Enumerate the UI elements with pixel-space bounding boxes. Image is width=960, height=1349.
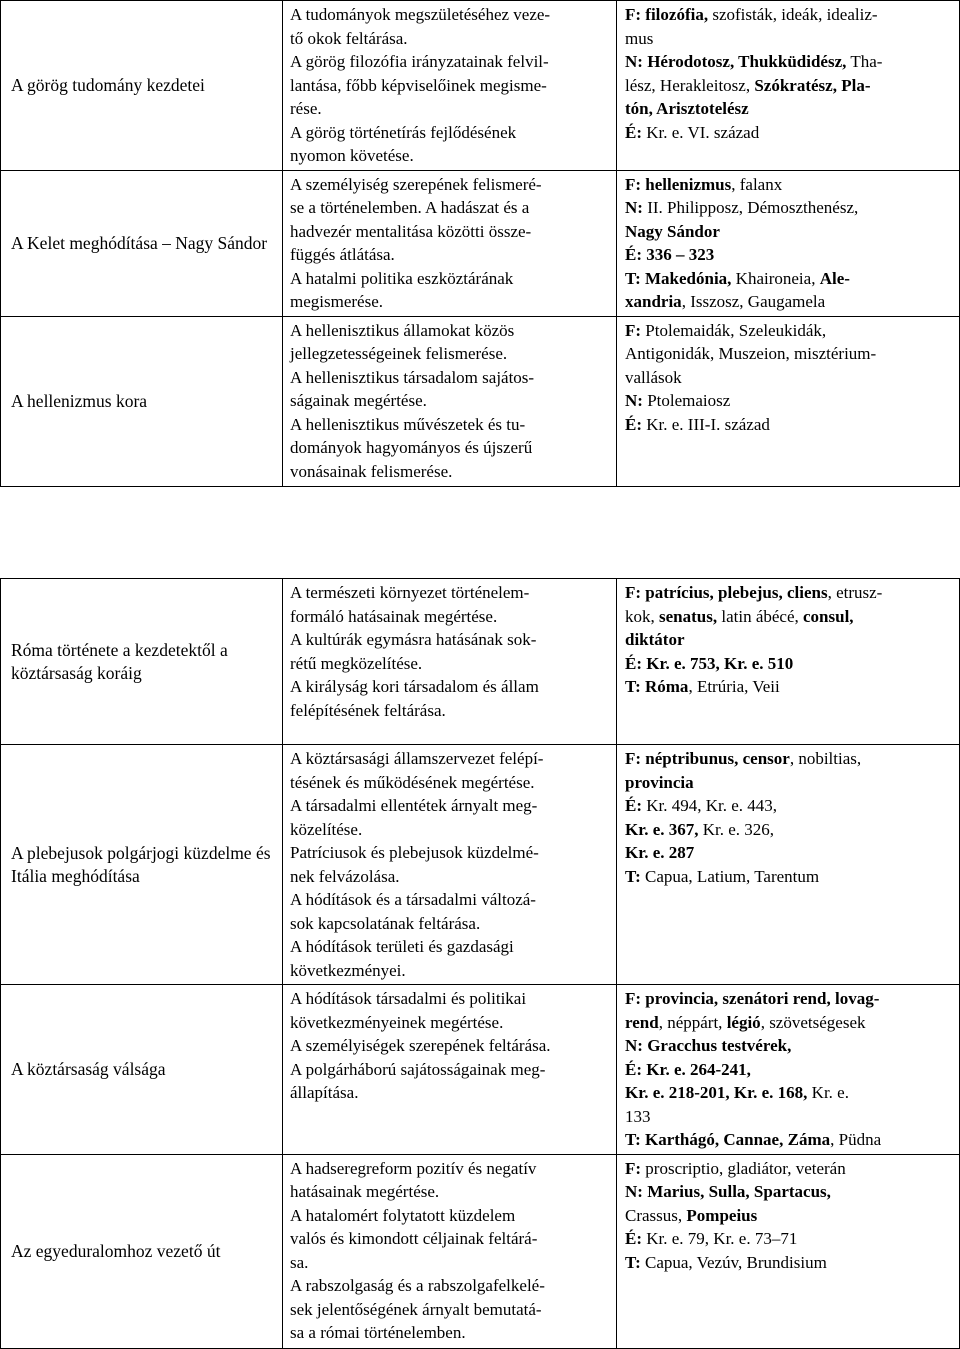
goal-line: dományok hagyományos és újszerű [290,438,533,457]
concept-term: É: [625,796,642,815]
goals-cell [283,1154,617,1348]
goals-text [290,1157,606,1345]
goal-line: felépítésének feltárása. [290,700,446,720]
concept-line [625,865,955,889]
topic-label: Az egyeduralomhoz vezető út [11,1240,221,1261]
concept-term: T: [625,1252,641,1272]
concept-term: T: [625,866,641,886]
table-row [1,579,960,745]
concept-text: mus [625,28,654,48]
concepts-text [625,3,955,144]
concept-line [625,581,955,605]
concept-term: É: 336 – 323 [625,245,715,264]
topic-label: A Kelet meghódítása – Nagy Sándor [11,232,268,253]
goal-line: következményei. [290,960,406,980]
concept-text: latin ábécé, [717,606,804,626]
goal-line: sok kapcsolatának feltárása. [290,913,481,933]
goal-line: A hódítások társadalmi és politikai [290,989,527,1008]
goal-line: Patríciusok és plebejusok küzdelmé- [290,843,539,862]
concept-text: , néppárt, [658,1012,727,1032]
topic-cell [1,985,283,1155]
concept-line [625,747,955,771]
goal-line: A hatalmi politika eszköztárának [290,268,514,288]
goal-line: tésének és működésének megértése. [290,772,535,792]
concept-term: N: Hérodotosz, Thukküdidész, [625,52,847,71]
concept-term: N: [625,198,643,217]
concept-text: Kr. e. [807,1083,849,1102]
table-row [1,170,960,316]
concepts-text [625,747,955,888]
concept-text: Capua, Latium, Tarentum [640,866,820,886]
goal-line: A kultúrák egymásra hatásának sok- [290,630,537,649]
concept-text: Kr. e. 79, Kr. e. 73–71 [642,1229,798,1248]
concept-text: , Püdna [830,1130,882,1149]
goal-line: közelítése. [290,819,363,839]
goals-text [290,987,606,1105]
concept-text: kok, [625,606,659,626]
concept-line [625,771,955,795]
goal-line: tő okok feltárása. [290,28,408,48]
concept-line [625,1011,955,1035]
topic-cell [1,1154,283,1348]
goal-line: ságainak megértése. [290,391,427,410]
concept-term: É: Kr. e. 753, Kr. e. 510 [625,653,794,673]
concept-text: Crassus, [625,1205,687,1225]
goal-line: sek jelentőségének árnyalt bemutatá- [290,1299,542,1319]
goal-line: A polgárháború sajátosságainak meg- [290,1059,546,1079]
concepts-text [625,1157,955,1275]
goal-line: rétű megközelítése. [290,653,423,673]
goal-line: A hódítások és a társadalmi változá- [290,890,536,909]
concept-text: II. Philipposz, Démoszthenész, [642,198,859,217]
concept-term: rend [625,1012,659,1032]
concept-term: tón, Arisztotelész [625,99,749,118]
concept-text: 133 [625,1106,651,1126]
concepts-cell [617,316,960,486]
concept-term: Pompeius [686,1205,758,1225]
concept-term: Kr. e. 287 [625,843,695,862]
concept-line [625,652,955,676]
concept-term: É: [625,122,642,142]
concepts-cell [617,745,960,985]
concept-text: proscriptio, gladiátor, veterán [641,1158,846,1178]
concept-text: lész, Herakleitosz, [625,75,755,95]
concept-term: T: Makedónia, [625,268,732,288]
table-row [1,1,960,171]
goals-text [290,319,606,484]
concept-text: Kr. e. VI. század [642,122,760,142]
table-row [1,1154,960,1348]
concept-text: Ptolemaidák, Szeleukidák, [641,320,827,340]
goal-line: se a történelemben. A hadászat és a [290,198,530,217]
concept-term: diktátor [625,630,685,649]
concept-line [625,366,955,390]
concept-term: É: [625,414,642,434]
goal-line: hatásainak megértése. [290,1182,440,1201]
concept-text: , falanx [731,174,783,194]
concept-text: , nobiltias, [789,749,862,768]
concept-text: Capua, Vezúv, Brundisium [640,1252,827,1272]
concept-text: , Etrúria, Veii [688,677,780,696]
goal-line: A hellenisztikus államokat közös [290,320,515,340]
concept-term: F: hellenizmus [625,174,732,194]
concept-term: xandria [625,292,682,311]
concept-line [625,27,955,51]
goals-text [290,3,606,168]
concept-line [625,1157,955,1181]
concept-line [625,1105,955,1129]
curriculum-table-greek [0,0,960,487]
concept-line [625,841,955,865]
concept-line [625,1128,955,1152]
goal-line: A személyiség szerepének felismeré- [290,174,542,194]
table-row [1,316,960,486]
concept-term: N: Gracchus testvérek, [625,1036,792,1055]
concepts-cell [617,579,960,745]
goal-line: A természeti környezet történelem- [290,583,530,602]
goal-line: megismerése. [290,292,383,311]
goal-line: vonásainak felismerése. [290,461,453,481]
concept-text: szofisták, ideák, idealiz- [708,5,878,24]
goals-cell [283,1,617,171]
goal-line: A hellenisztikus társadalom sajátos- [290,367,535,387]
goals-text [290,173,606,314]
concept-term: F: filozófia, [625,5,709,24]
goal-line: lantása, főbb képviselőinek megisme- [290,75,547,95]
concepts-cell [617,985,960,1155]
concepts-text [625,987,955,1152]
concept-line [625,50,955,74]
concept-line [625,413,955,437]
concept-line [625,220,955,244]
concept-line [625,389,955,413]
concept-term: F: néptribunus, censor [625,749,790,768]
concept-term: légió [726,1012,761,1032]
concept-term: É: Kr. e. 264-241, [625,1059,751,1079]
goal-line: A görög filozófia irányzatainak felvil- [290,52,549,71]
concept-line [625,342,955,366]
topic-label: A plebejusok polgárjogi küzdelme és Itália meghódítása [11,842,271,886]
concept-term: Nagy Sándor [625,221,720,241]
topic-label: A görög tudomány kezdetei [11,74,205,95]
goal-line: következményeinek megértése. [290,1012,504,1032]
concept-text: Tha- [846,52,883,71]
concept-term: N: [625,391,643,410]
goals-cell [283,316,617,486]
goal-line: állapítása. [290,1083,359,1102]
concept-line [625,987,955,1011]
goals-text [290,747,606,982]
goal-line: nek felvázolása. [290,866,400,886]
goals-cell [283,579,617,745]
topic-cell [1,1,283,171]
topic-label: A köztársaság válsága [11,1058,166,1079]
goal-line: függés átlátása. [290,245,395,264]
concept-text: vallások [625,367,682,387]
table-row [1,745,960,985]
concept-line [625,794,955,818]
concepts-text [625,581,955,699]
topic-cell [1,316,283,486]
concept-line [625,1034,955,1058]
concept-text: , Isszosz, Gaugamela [681,292,826,311]
concept-text: Ptolemaiosz [642,391,731,410]
goals-text [290,581,606,722]
concept-term: F: [625,320,642,340]
concept-term: T: Karthágó, Cannae, Záma [625,1130,831,1149]
goal-line: A királyság kori társadalom és állam [290,677,539,696]
concept-text: Khaironeia, [731,268,820,288]
goal-line: jellegzetességeinek felismerése. [290,344,508,363]
concepts-text [625,319,955,437]
concept-term: Kr. e. 218-201, Kr. e. 168, [625,1083,808,1102]
goal-line: A hódítások területi és gazdasági [290,937,514,956]
concept-line [625,173,955,197]
goal-line: nyomon követése. [290,146,414,165]
goals-cell [283,170,617,316]
concept-term: N: Marius, Sulla, Spartacus, [625,1182,831,1201]
concept-term: Szókratész, Pla- [754,75,871,95]
goals-cell [283,745,617,985]
concept-line [625,97,955,121]
concept-line [625,1180,955,1204]
concept-term: T: Róma [625,677,689,696]
goal-line: A hatalomért folytatott küzdelem [290,1205,516,1225]
concept-term: F: provincia, szenátori rend, lovag- [625,989,880,1008]
concept-line [625,818,955,842]
concept-text: , szövetségesek [760,1012,866,1032]
goal-line: sa. [290,1252,309,1272]
concept-line [625,1227,955,1251]
concept-term: Ale- [819,268,850,288]
concept-term: consul, [803,606,854,626]
concepts-cell [617,1154,960,1348]
concept-line [625,675,955,699]
concept-term: provincia [625,772,694,792]
concept-line [625,3,955,27]
concept-line [625,290,955,314]
concept-line [625,74,955,98]
concept-term: F: patrícius, plebejus, cliens [625,583,828,602]
goal-line: A személyiségek szerepének feltárása. [290,1036,551,1055]
topic-cell [1,579,283,745]
goal-line: A görög történetírás fejlődésének [290,122,517,142]
concept-line [625,628,955,652]
concept-term: É: [625,1229,642,1248]
concept-term: senatus, [659,606,718,626]
concept-text: Kr. 494, Kr. e. 443, [642,796,778,815]
concept-line [625,1058,955,1082]
goal-line: A köztársasági államszervezet felépí- [290,749,544,768]
topic-cell [1,170,283,316]
goal-line: A rabszolgaság és a rabszolgafelkelé- [290,1276,545,1295]
topic-label: Róma története a kezdetektől a köztársaság koráig [11,639,228,683]
goal-line: A hellenisztikus művészetek és tu- [290,414,526,434]
concept-line [625,196,955,220]
concept-line [625,243,955,267]
goal-line: formáló hatásainak megértése. [290,606,498,626]
concept-text: , etrusz- [827,583,883,602]
goal-line: sa a római történelemben. [290,1323,466,1342]
concept-line [625,605,955,629]
goals-cell [283,985,617,1155]
concept-term: Kr. e. 367, [625,819,699,839]
concept-line [625,121,955,145]
concept-text: Kr. e. III-I. század [642,414,770,434]
concept-line [625,319,955,343]
goal-line: rése. [290,99,322,118]
concepts-text [625,173,955,314]
concept-line [625,1251,955,1275]
concept-line [625,1204,955,1228]
curriculum-table-rome [0,578,960,1349]
topic-label: A hellenizmus kora [11,390,148,411]
goal-line: valós és kimondott céljainak feltárá- [290,1229,538,1248]
goal-line: A társadalmi ellentétek árnyalt meg- [290,796,538,815]
goal-line: A hadseregreform pozitív és negatív [290,1158,537,1178]
goal-line: hadvezér mentalitása közötti össze- [290,221,532,241]
concept-line [625,267,955,291]
concepts-cell [617,170,960,316]
concepts-cell [617,1,960,171]
table-row [1,985,960,1155]
concept-text: Antigonidák, Muszeion, misztérium- [625,344,877,363]
goal-line: A tudományok megszületéséhez veze- [290,5,551,24]
concept-term: F: [625,1158,642,1178]
concept-text: Kr. e. 326, [698,819,775,839]
topic-cell [1,745,283,985]
concept-line [625,1081,955,1105]
